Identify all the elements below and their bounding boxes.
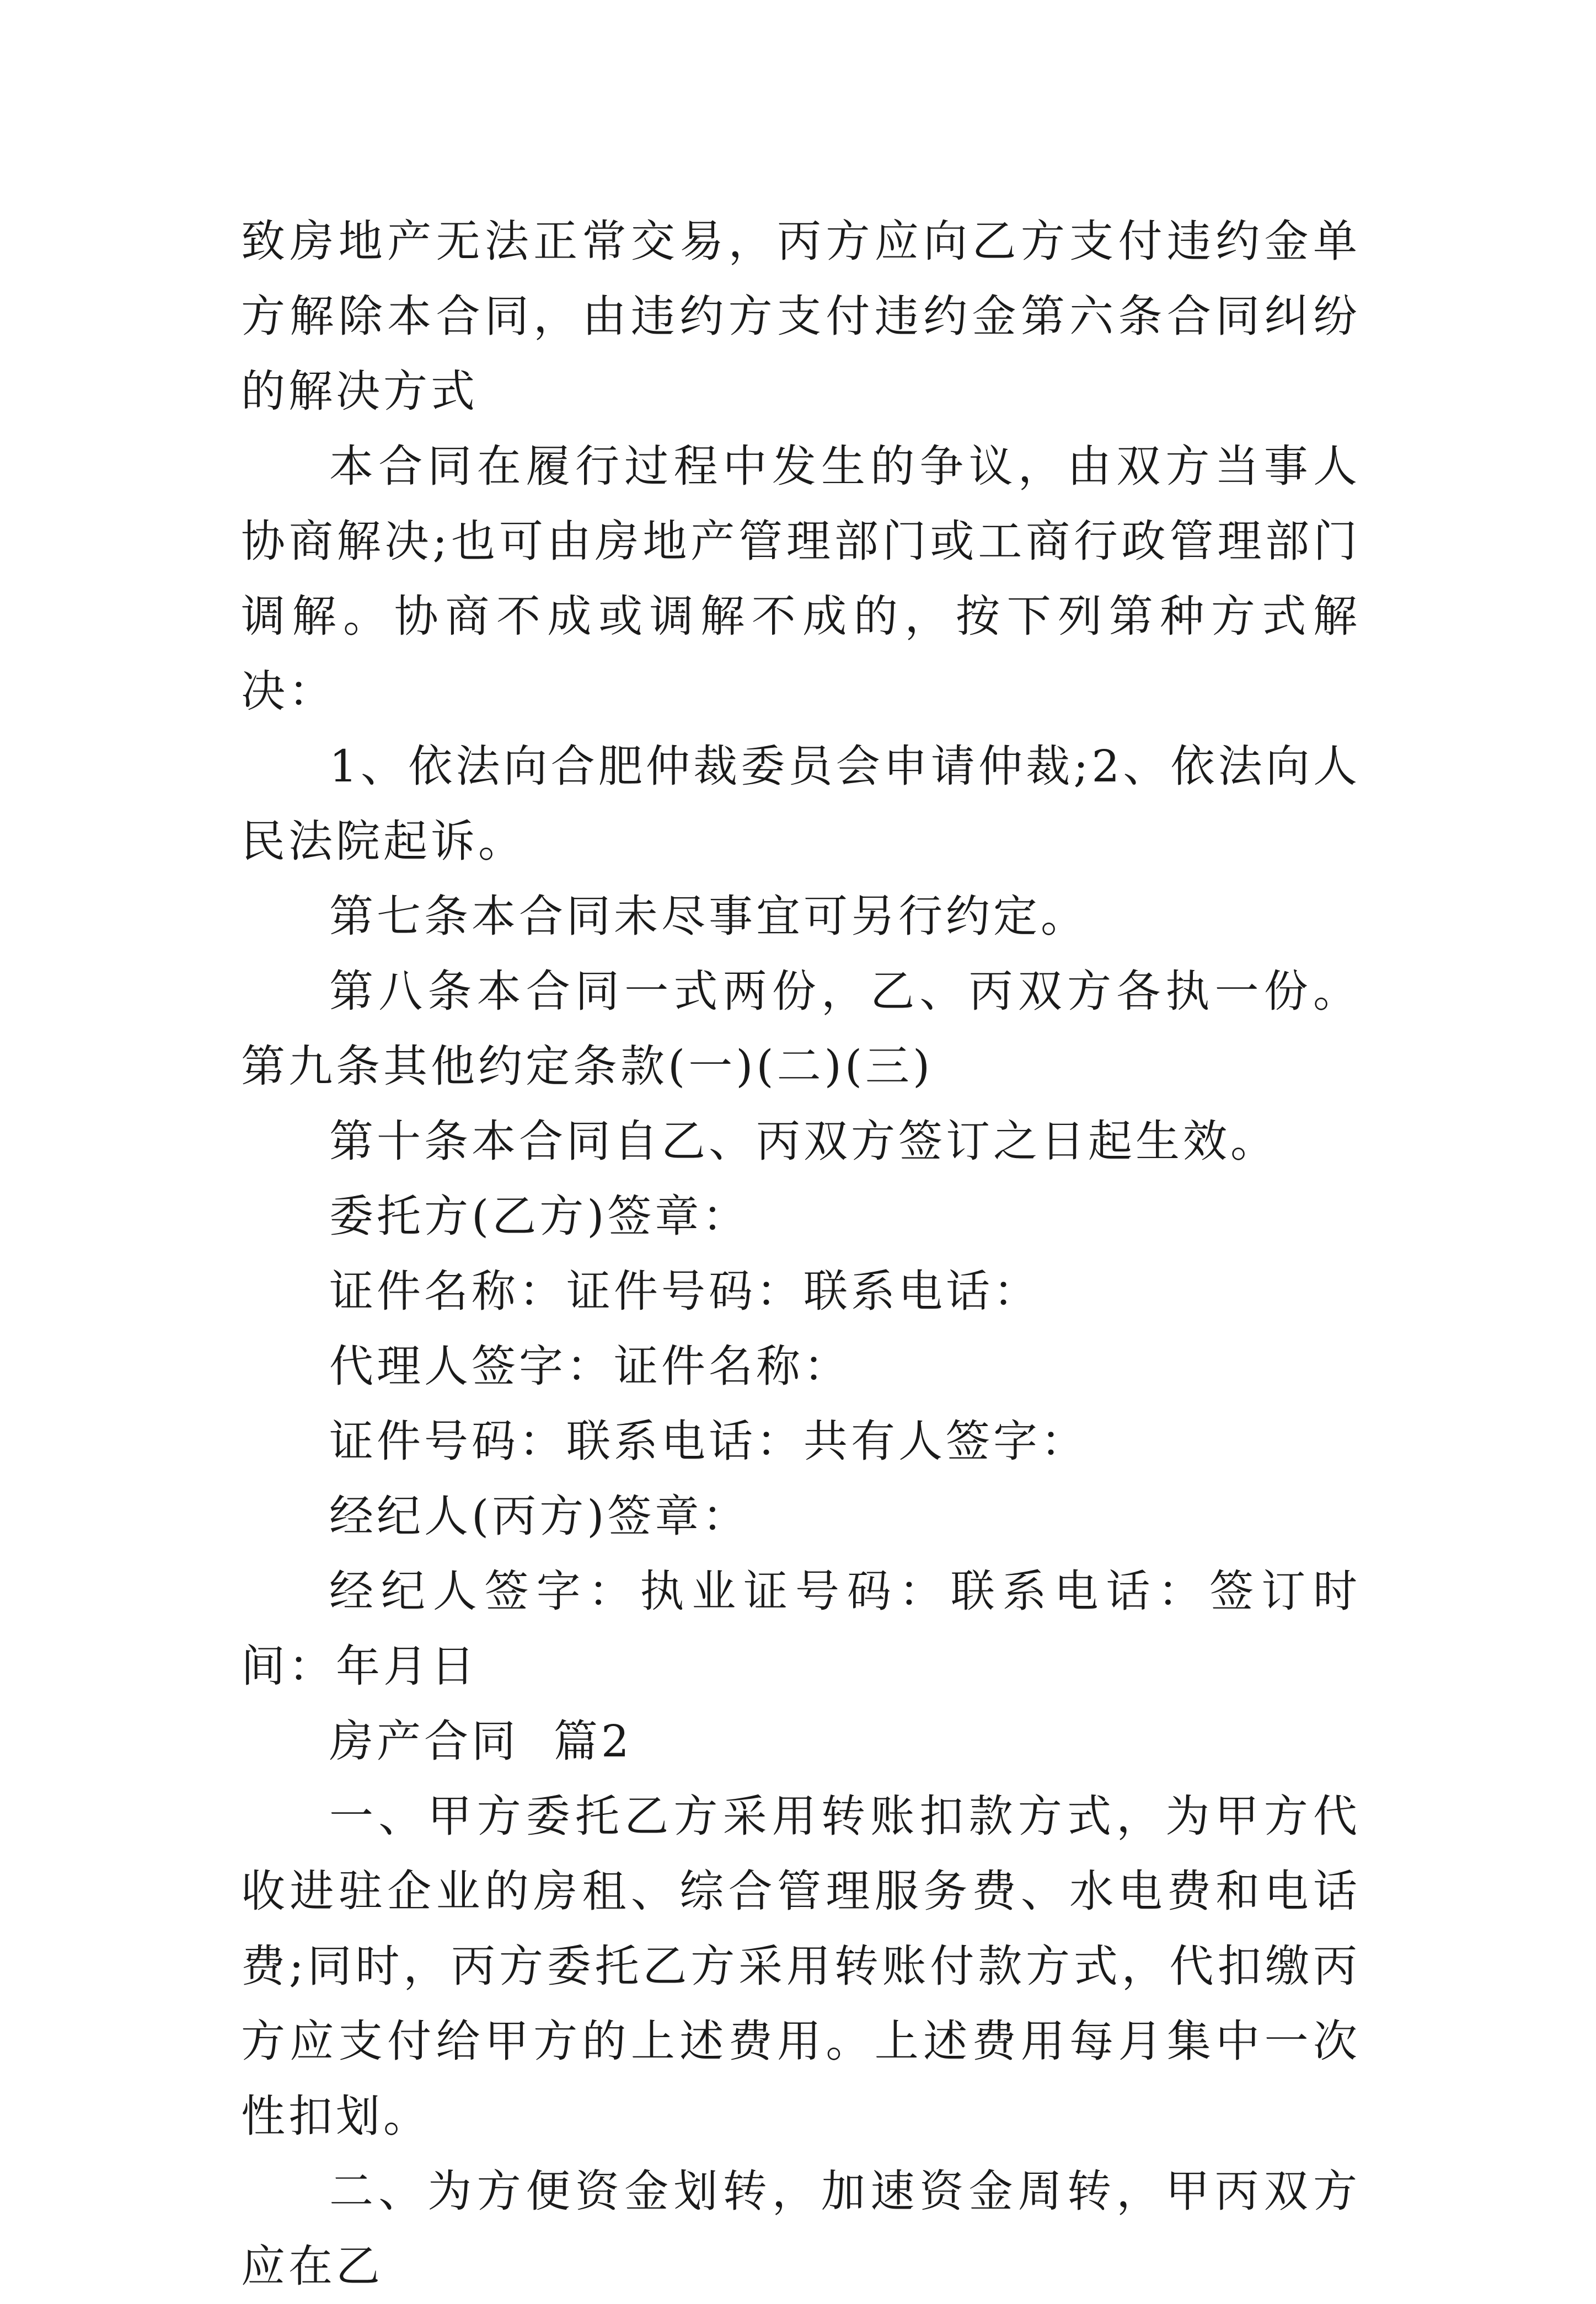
paragraph-3: 1、依法向合肥仲裁委员会申请仲裁;2、依法向人民法院起诉。 <box>241 741 1361 867</box>
paragraph-5: 第八条本合同一式两份，乙、丙双方各执一份。第九条其他约定条款(一)(二)(三) <box>241 966 1361 1092</box>
paragraph-7: 委托方(乙方)签章： <box>329 1191 750 1242</box>
section-heading: 房产合同 篇2 <box>329 1716 633 1767</box>
paragraph-1: 致房地产无法正常交易，丙方应向乙方支付违约金单方解除本合同，由违约方支付违约金第六条合同纠纷的解决方式 <box>241 216 1361 417</box>
paragraph-14: 一、甲方委托乙方采用转账扣款方式，为甲方代收进驻企业的房租、综合管理服务费、水电费和电话费;同时，丙方委托乙方采用转账付款方式，代扣缴丙方应支付给甲方的上述费用。上述费用每月集中一次性扣划。 <box>241 1791 1361 2142</box>
paragraph-12: 经纪人签字：执业证号码：联系电话：签订时间：年月日 <box>241 1566 1361 1692</box>
paragraph-8: 证件名称：证件号码：联系电话： <box>329 1266 1041 1317</box>
document-body <box>241 204 1361 2304</box>
paragraph-15: 二、为方便资金划转，加速资金周转，甲丙双方应在乙 <box>241 2166 1361 2292</box>
paragraph-2: 本合同在履行过程中发生的争议，由双方当事人协商解决;也可由房地产管理部门或工商行政管理部门调解。协商不成或调解不成的，按下列第种方式解决： <box>241 441 1361 717</box>
paragraph-6: 第十条本合同自乙、丙双方签订之日起生效。 <box>329 1116 1278 1167</box>
paragraph-11: 经纪人(丙方)签章： <box>329 1491 750 1542</box>
paragraph-4: 第七条本合同未尽事宜可另行约定。 <box>329 891 1088 942</box>
paragraph-10: 证件号码：联系电话：共有人签字： <box>329 1416 1088 1467</box>
paragraph-9: 代理人签字：证件名称： <box>329 1341 851 1392</box>
